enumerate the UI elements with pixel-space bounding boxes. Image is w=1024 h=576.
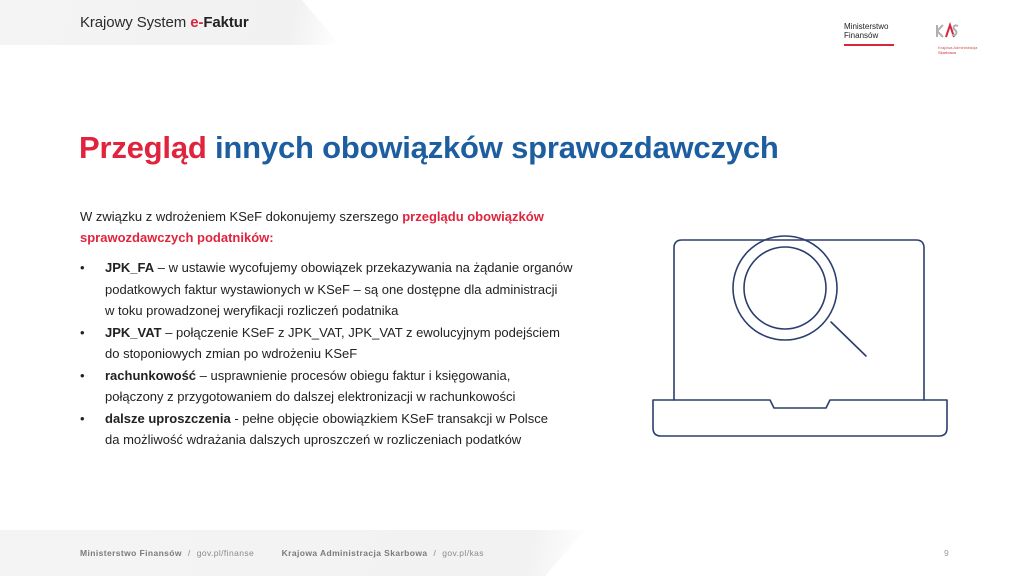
- kas-logo: [934, 21, 984, 57]
- bullet-text: – w ustawie wycofujemy obowiązek przekazywania na żądanie organów: [154, 260, 573, 275]
- kas-caption: Krajowa Administracja: [938, 45, 978, 50]
- app-title-prefix: Krajowy System: [80, 14, 191, 31]
- bullet-text: połączony z przygotowaniem do dalszej elektronizacji w rachunkowości: [105, 389, 516, 404]
- bullet-text: do stoponiowych zmian po wdrożeniu KSeF: [105, 346, 358, 361]
- bullet-text: – połączenie KSeF z JPK_VAT, JPK_VAT z ewolucyjnym podejściem: [161, 324, 560, 340]
- footer-org-mf: Ministerstwo Finansów: [80, 548, 182, 558]
- kas-caption2: Skarbowa: [938, 50, 956, 55]
- footer: [80, 548, 484, 558]
- slide-title-red: Przegląd: [79, 130, 207, 165]
- intro-paragraph: [80, 206, 600, 248]
- page-number: 9: [944, 548, 949, 558]
- bullet-text: w toku prowadzonej weryfikacji rozliczeń podatnika: [105, 303, 399, 318]
- footer-org-kas: Krajowa Administracja Skarbowa: [281, 548, 428, 558]
- bullet-term: dalsze uproszczenia: [105, 410, 231, 426]
- footer-separator: /: [433, 548, 437, 558]
- mf-logo-line2: Finansów: [844, 31, 879, 40]
- list-item: [80, 365, 620, 408]
- intro-highlight: przeglądu obowiązków sprawozdawczych podatników:: [80, 209, 544, 245]
- bullet-dot: •: [80, 260, 85, 275]
- magnifier-lens-icon: [733, 236, 837, 340]
- bullet-term: JPK_FA: [105, 260, 155, 275]
- laptop-base-icon: [653, 400, 947, 436]
- magnifier-handle-icon: [831, 322, 866, 356]
- bullet-dot: •: [80, 324, 85, 340]
- list-item: [80, 408, 620, 451]
- bullet-text: da możliwość wdrażania dalszych uproszczeń w rozliczeniach podatków: [105, 432, 522, 447]
- list-item: [80, 322, 620, 365]
- bullet-text: – usprawnienie procesów obiegu faktur i księgowania,: [196, 367, 511, 383]
- footer-separator: /: [187, 548, 191, 558]
- bullet-term: rachunkowość: [105, 367, 197, 383]
- bullet-dot: •: [80, 410, 85, 426]
- footer-link-finanse[interactable]: gov.pl/finanse: [196, 548, 255, 558]
- slide-title: [79, 130, 779, 166]
- magnifier-inner-icon: [744, 247, 826, 329]
- bullet-text: - pełne objęcie obowiązkiem KSeF transakcji w Polsce: [230, 410, 548, 426]
- laptop-screen-icon: [674, 240, 924, 400]
- ministerstwo-finansow-logo: [844, 22, 896, 46]
- bullet-dot: •: [80, 367, 85, 383]
- slide-title-blue: innych obowiązków sprawozdawczych: [206, 130, 779, 165]
- mf-logo-bar: [844, 44, 894, 46]
- bullet-term: JPK_VAT: [105, 324, 162, 340]
- app-title-e: e-: [190, 14, 204, 31]
- bullet-list: [80, 257, 620, 451]
- mf-logo-line1: Ministerstwo: [844, 22, 889, 31]
- app-title-rest: Faktur: [203, 14, 249, 31]
- kas-emblem-icon: [934, 21, 960, 43]
- intro-text: W związku z wdrożeniem KSeF dokonujemy szerszego: [80, 209, 403, 224]
- bullet-text: podatkowych faktur wystawionych w KSeF – są one dostępne dla administracji: [105, 281, 558, 297]
- laptop-magnifier-illustration: [650, 228, 950, 440]
- footer-link-kas[interactable]: gov.pl/kas: [442, 548, 484, 558]
- list-item: [80, 257, 620, 322]
- app-title: [80, 14, 249, 31]
